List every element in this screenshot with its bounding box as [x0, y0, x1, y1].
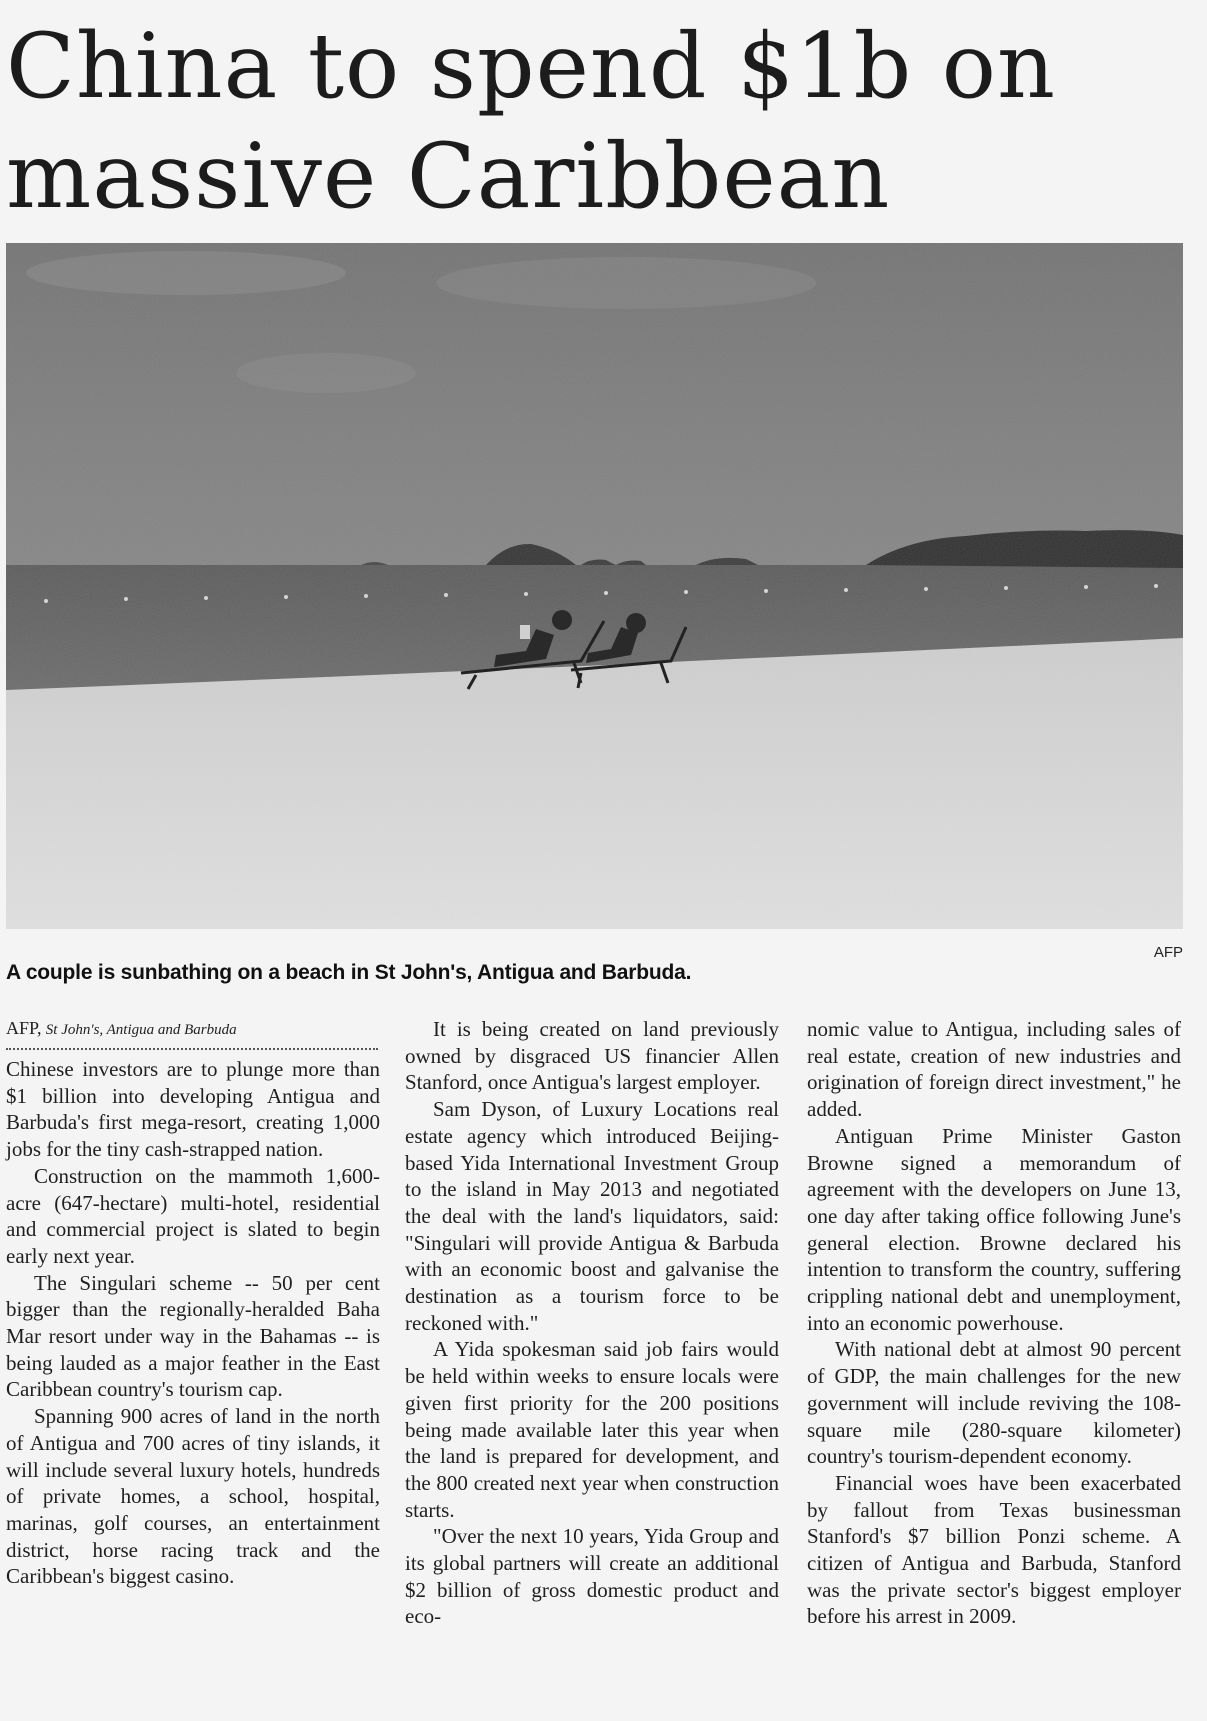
dateline-divider — [6, 1048, 378, 1050]
paragraph: It is being created on land previously owned by disgraced US financier Allen Stanford, once Antigua's largest employer. — [405, 1017, 779, 1095]
paragraph: Antiguan Prime Minister Gaston Browne signed a memorandum of agreement with the developers on June 13, one day after taking office following June's general election. Browne declared his intention to transform the country, suffering crippling national debt and unemployment, into an economic powerhouse. — [807, 1123, 1181, 1335]
photo-caption: A couple is sunbathing on a beach in St John's, Antigua and Barbuda. — [6, 961, 692, 984]
paragraph: nomic value to Antigua, including sales of real estate, creation of new industries and origination of foreign direct investment," he added. — [807, 1017, 1181, 1122]
article-column-1 — [6, 1016, 380, 1590]
paragraph: Financial woes have been exacerbated by fallout from Texas businessman Stanford's $7 billion Ponzi scheme. A citizen of Antigua and Barbuda, Stanford was the private sector's biggest employer before his arrest in 2009. — [807, 1470, 1181, 1629]
beach-photo — [6, 243, 1183, 929]
article-column-3 — [807, 1016, 1181, 1630]
paragraph: Sam Dyson, of Luxury Locations real estate agency which introduced Beijing-based Yida International Investment Group to the island in May 2013 and negotiated the deal with the land's liquidators, said: "Singulari will provide Antigua & Barbuda with an economic boost and galvanise the destination as a tourism force to be reckoned with." — [405, 1097, 779, 1335]
paragraph: With national debt at almost 90 percent of GDP, the main challenges for the new government will include reviving the 108-square mile (280-square kilometer) country's tourism-dependent economy. — [807, 1337, 1181, 1469]
paragraph: A Yida spokesman said job fairs would be held within weeks to ensure locals were given first priority for the 200 positions being made available later this year when the land is prepared for development, and the 800 created next year when construction starts. — [405, 1337, 779, 1522]
paragraph: Spanning 900 acres of land in the north of Antigua and 700 acres of tiny islands, it will include several luxury hotels, hundreds of private homes, a school, hospital, marinas, golf courses, an entertainment district, horse racing track and the Caribbean's biggest casino. — [6, 1404, 380, 1589]
dateline-location: St John's, Antigua and Barbuda — [45, 1022, 237, 1038]
headline-line-2: massive Caribbean — [6, 124, 891, 229]
dateline — [6, 1016, 380, 1042]
paragraph: Chinese investors are to plunge more than $1 billion into developing Antigua and Barbuda's first mega-resort, creating 1,000 jobs for the tiny cash-strapped nation. — [6, 1057, 380, 1162]
article-column-2 — [405, 1016, 779, 1630]
dateline-agency: AFP, — [6, 1018, 42, 1038]
headline-line-1: China to spend $1b on — [6, 14, 1056, 119]
paragraph: "Over the next 10 years, Yida Group and its global partners will create an additional $2 billion of gross domestic product and eco- — [405, 1524, 779, 1629]
paragraph: Construction on the mammoth 1,600-acre (647-hectare) multi-hotel, residential and commercial project is slated to begin early next year. — [6, 1163, 380, 1268]
photo-credit: AFP — [1153, 944, 1183, 961]
paragraph: The Singulari scheme -- 50 per cent bigger than the regionally-heralded Baha Mar resort under way in the Bahamas -- is being lauded as a major feather in the East Caribbean country's tourism cap. — [6, 1270, 380, 1402]
